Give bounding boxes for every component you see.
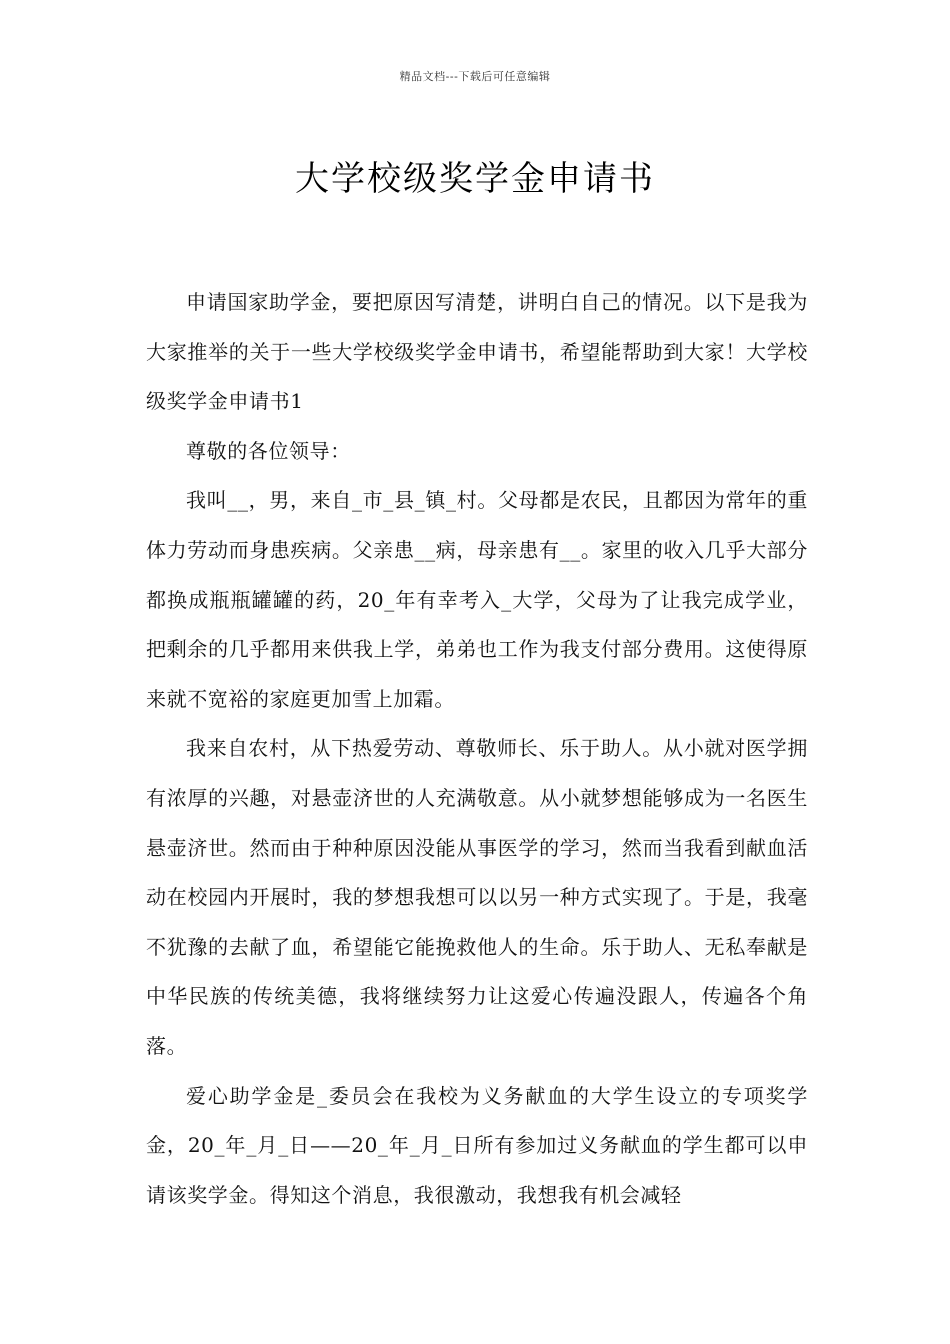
document-body — [146, 278, 808, 1220]
paragraph-background: 我来自农村，从下热爱劳动、尊敬师长、乐于助人。从小就对医学拥有浓厚的兴趣，对悬壶济世的人充满敬意。从小就梦想能够成为一名医生悬壶济世。然而由于种种原因没能从事医学的学习，然而当我看到献血活动在校园内开展时，我的梦想我想可以以另一种方式实现了。于是，我毫不犹豫的去献了血，希望能它能挽救他人的生命。乐于助人、无私奉献是中华民族的传统美德，我将继续努力让这爱心传遍没跟人，传遍各个角落。 — [146, 736, 808, 1058]
paragraph-family: 我叫__，男，来自_市_县_镇_村。父母都是农民，且都因为常年的重体力劳动而身患疾病。父亲患__病，母亲患有__。家里的收入几乎大部分都换成瓶瓶罐罐的药，20_年有幸考入_大学，父母为了让我完成学业，把剩余的几乎都用来供我上学，弟弟也工作为我支付部分费用。这使得原来就不宽裕的家庭更加雪上加霜。 — [146, 488, 808, 711]
paragraph-scholarship: 爱心助学金是_委员会在我校为义务献血的大学生设立的专项奖学金，20_年_月_日——20_年_月_日所有参加过义务献血的学生都可以申请该奖学金。得知这个消息，我很激动，我想我有机会减轻 — [146, 1083, 808, 1207]
document-title: 大学校级奖学金申请书 — [295, 158, 655, 199]
header-note: 精品文档---下载后可任意编辑 — [399, 70, 551, 83]
paragraph-salutation: 尊敬的各位领导： — [186, 438, 351, 463]
paragraph-intro: 申请国家助学金，要把原因写清楚，讲明白自己的情况。以下是我为大家推举的关于一些大学校级奖学金申请书，希望能帮助到大家！大学校级奖学金申请书1 — [146, 290, 808, 414]
